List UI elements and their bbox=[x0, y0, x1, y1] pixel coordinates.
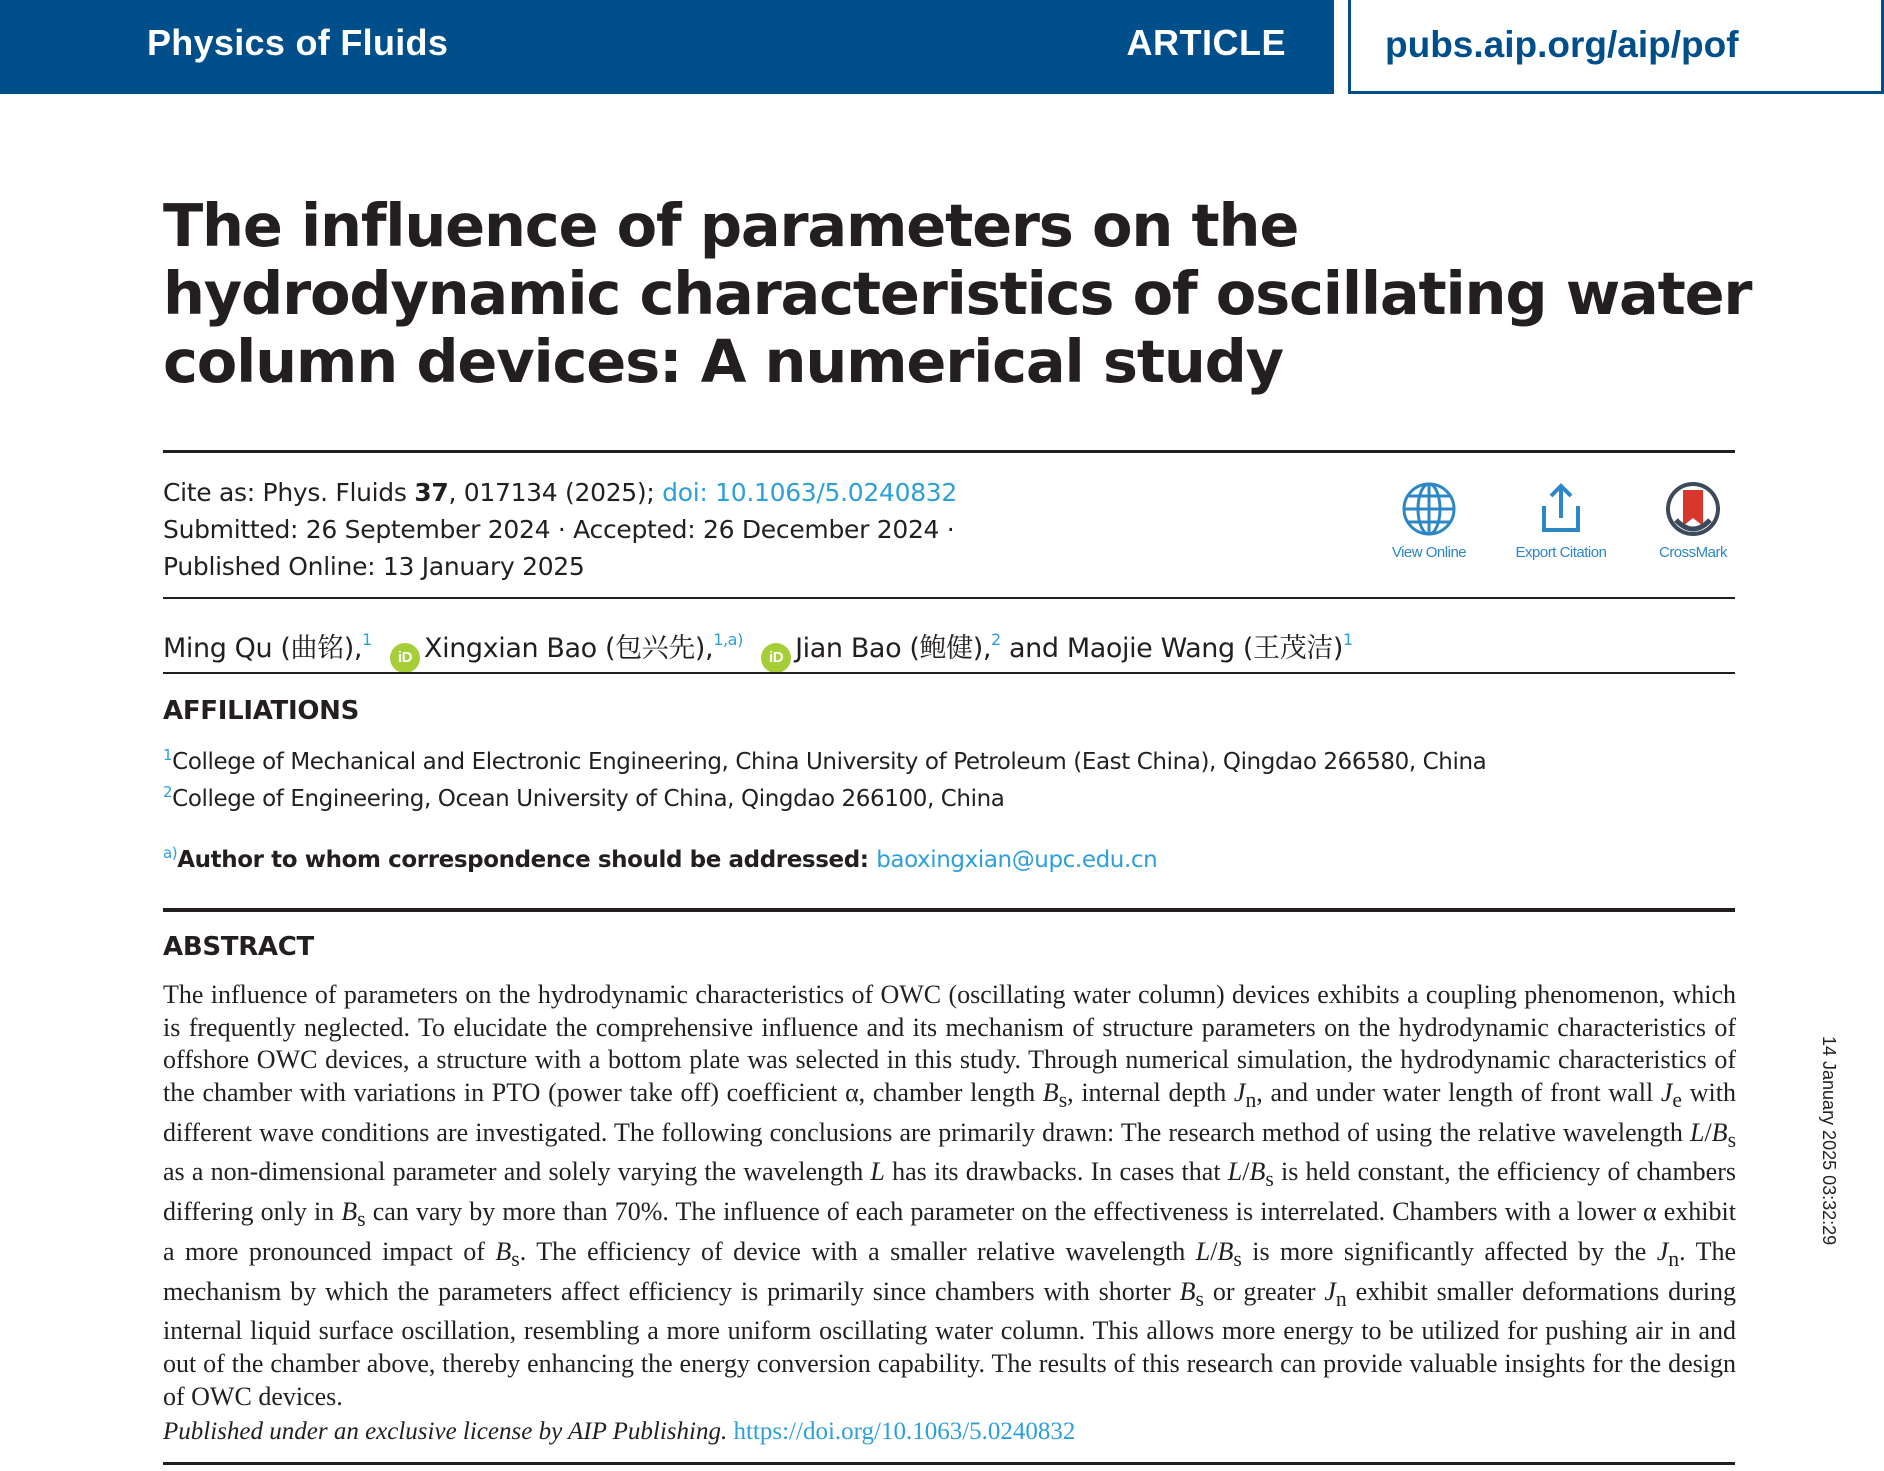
author-affiliation-mark: 1 bbox=[1343, 630, 1353, 649]
affiliation-mark: 1 bbox=[163, 746, 173, 764]
abstract-text: The influence of parameters on the hydrodynamic characteristics of OWC (oscillating water column) devices exhibits a coupling phenomenon, which is frequently neglected. To elucidate the comprehensive influence and its mechanism of structure parameters on the hydrodynamic characteristics of offshore OWC devices, a structure with a bottom plate was selected in this study. Through numerical simulation, the hydrodynamic characteristics of the chamber with variations in PTO (power take off) coefficient α, chamber length $B_s$, internal depth $J_n$, and under water length of front wall $J_e$ with different wave conditions are investigated. The following conclusions are primarily drawn: The research method of using the relative wavelength $L/B_s$ as a non-dimensional parameter and solely varying the wavelength L has its drawbacks. In cases that $L/B_s$ is held constant, the efficiency of chambers differing only in $B_s$ can vary by more than 70%. The influence of each parameter on the effectiveness is interrelated. Chambers with a lower α exhibit a more pronounced impact of $B_s$. The efficiency of device with a smaller relative wavelength $L/B_s$ is more significantly affected by the $J_n$. The mechanism by which the parameters affect efficiency is primarily since chambers with shorter $B_s$ or greater $J_n$ exhibit smaller deformations during internal liquid surface oscillation, resembling a more uniform oscillating water column. This allows more energy to be utilized for pushing air in and out of the chamber above, thereby enhancing the energy conversion capability. The results of this research can provide valuable insights for the design of OWC devices. bbox=[163, 980, 1737, 1411]
correspondence-email[interactable]: baoxingxian@upc.edu.cn bbox=[876, 847, 1158, 873]
correspondence-label: Author to whom correspondence should be addressed: bbox=[177, 847, 877, 873]
divider bbox=[163, 672, 1735, 674]
cite-prefix: Cite as: Phys. Fluids bbox=[163, 478, 415, 507]
globe-icon bbox=[1400, 480, 1458, 538]
crossmark-label: CrossMark bbox=[1658, 544, 1727, 561]
view-online-button[interactable] bbox=[1364, 480, 1494, 561]
crossmark-button[interactable] bbox=[1628, 480, 1758, 561]
doi-link[interactable]: doi: 10.1063/5.0240832 bbox=[662, 478, 958, 507]
author-name[interactable]: Jian Bao (鲍健), bbox=[795, 633, 992, 664]
divider bbox=[163, 908, 1735, 912]
journal-url[interactable]: pubs.aip.org/aip/pof bbox=[1385, 24, 1739, 65]
author-list bbox=[163, 626, 1353, 673]
download-timestamp: 14 January 2025 03:32:29 bbox=[1819, 1036, 1839, 1246]
author-connector: and bbox=[1009, 633, 1059, 664]
affiliation-mark: 2 bbox=[163, 783, 173, 801]
correspondence-mark: a) bbox=[163, 844, 178, 862]
crossmark-icon bbox=[1664, 480, 1722, 538]
journal-name: Physics of Fluids bbox=[147, 22, 449, 63]
volume-number: 37 bbox=[414, 478, 449, 507]
author-affiliation-mark: 1,a) bbox=[713, 630, 743, 649]
dates-line-2: Published Online: 13 January 2025 bbox=[163, 552, 585, 581]
citation-block bbox=[163, 474, 957, 585]
orcid-icon[interactable]: iD bbox=[761, 643, 791, 673]
affiliation-text: College of Engineering, Ocean University of China, Qingdao 266100, China bbox=[172, 786, 1005, 812]
divider bbox=[163, 597, 1735, 599]
abstract-heading: ABSTRACT bbox=[163, 932, 314, 962]
export-icon bbox=[1532, 480, 1590, 538]
cite-rest: , 017134 (2025); bbox=[448, 478, 663, 507]
affiliation-item bbox=[163, 783, 1004, 812]
paper-title: The influence of parameters on the hydrodynamic characteristics of oscillating water column devices: A numerical study bbox=[163, 191, 1752, 396]
article-type-label: ARTICLE bbox=[1126, 22, 1286, 63]
orcid-icon[interactable]: iD bbox=[390, 643, 420, 673]
license-doi-link[interactable]: https://doi.org/10.1063/5.0240832 bbox=[733, 1418, 1076, 1445]
cite-line bbox=[163, 474, 957, 511]
author-affiliation-mark: 1 bbox=[362, 630, 372, 649]
author-name[interactable]: Ming Qu (曲铭), bbox=[163, 633, 363, 664]
divider bbox=[163, 450, 1735, 453]
export-citation-button[interactable] bbox=[1496, 480, 1626, 561]
author-name[interactable]: Xingxian Bao (包兴先), bbox=[424, 633, 714, 664]
view-online-label: View Online bbox=[1391, 544, 1467, 561]
dates-line-1: Submitted: 26 September 2024 · Accepted: 26 December 2024 · bbox=[163, 515, 955, 544]
license-text: Published under an exclusive license by AIP Publishing. bbox=[163, 1418, 734, 1445]
author-affiliation-mark: 2 bbox=[991, 630, 1001, 649]
affiliation-text: College of Mechanical and Electronic Engineering, China University of Petroleum (East China), Qingdao 266580, China bbox=[172, 749, 1487, 775]
journal-url-box[interactable] bbox=[1348, 0, 1884, 94]
author-name[interactable]: Maojie Wang (王茂洁) bbox=[1066, 633, 1343, 664]
affiliation-item bbox=[163, 746, 1486, 775]
correspondence-line bbox=[163, 844, 1157, 873]
export-citation-label: Export Citation bbox=[1515, 544, 1607, 561]
divider bbox=[163, 1462, 1735, 1465]
affiliations-heading: AFFILIATIONS bbox=[163, 696, 360, 726]
license-line bbox=[163, 1418, 1075, 1446]
journal-header-bar bbox=[0, 0, 1334, 94]
